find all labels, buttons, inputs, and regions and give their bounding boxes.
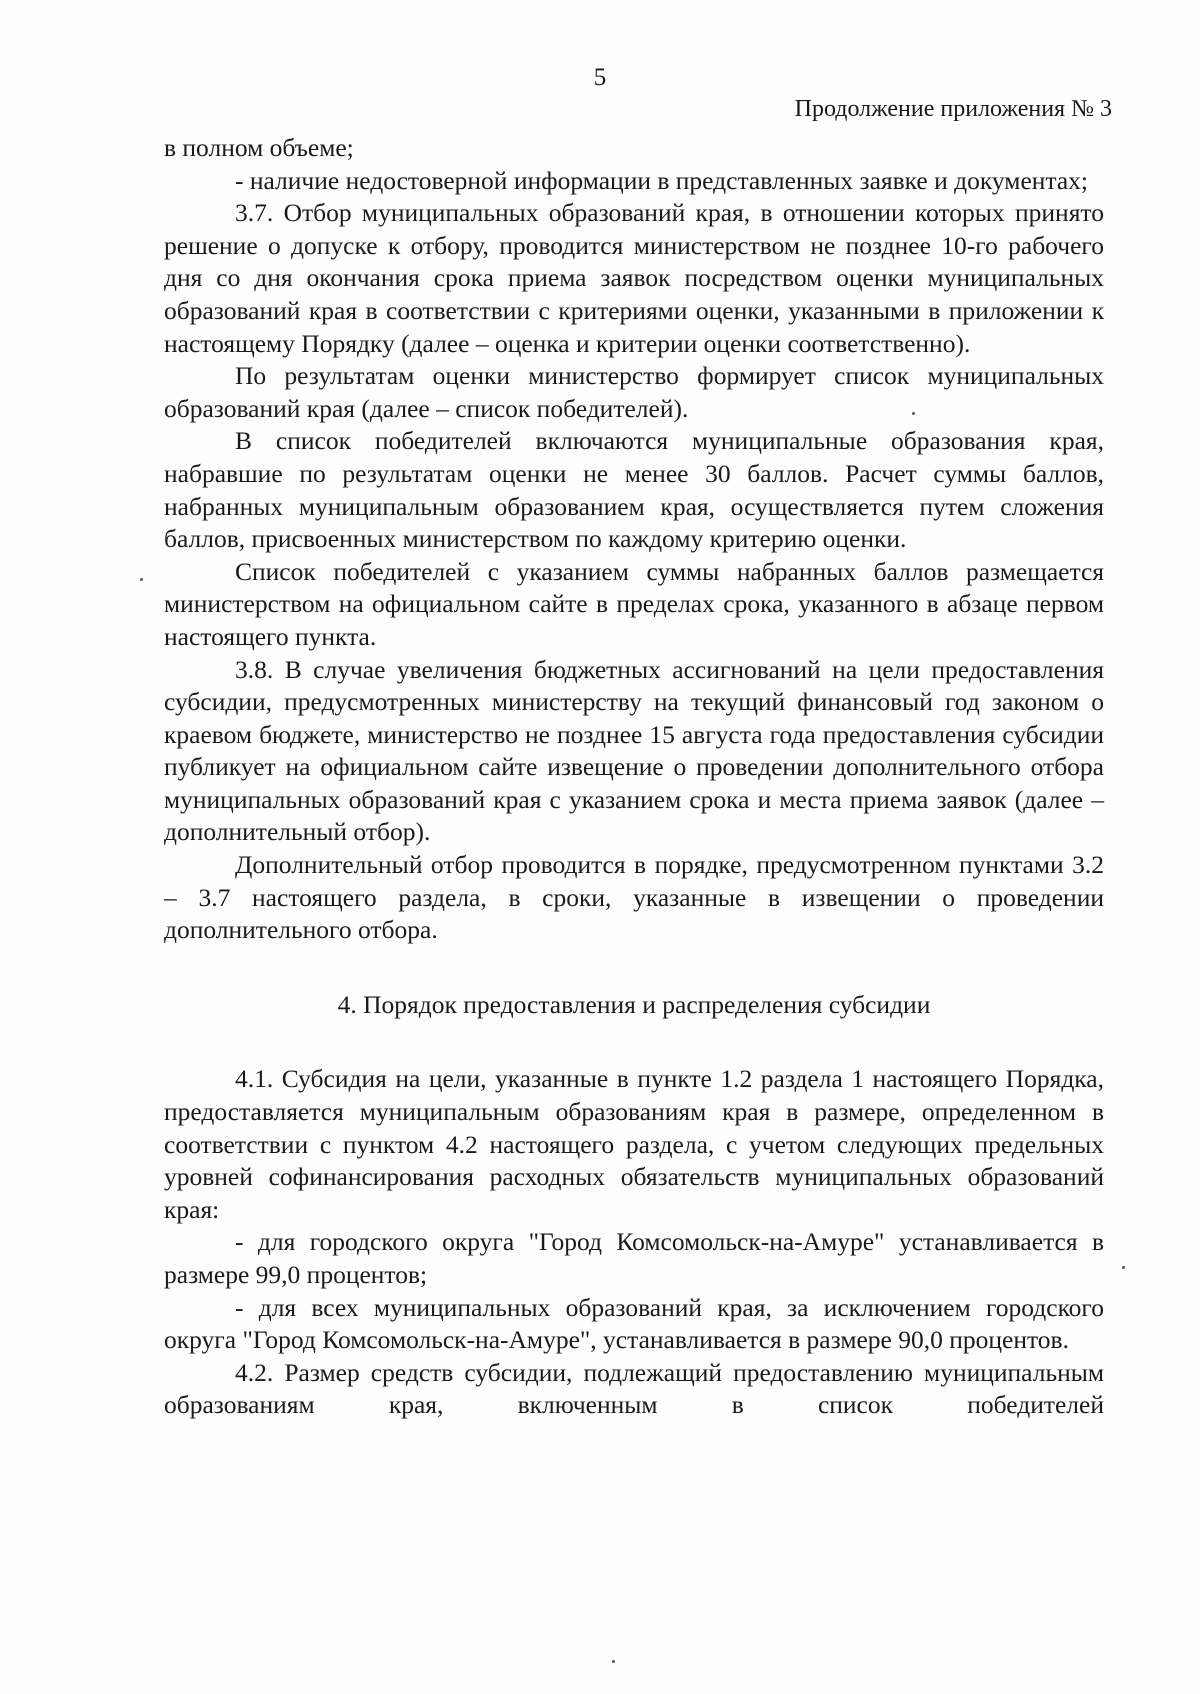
paragraph-winners-criteria: В список победителей включаются муниципальные образования края, набравшие по результатам оценки не менее 30 баллов. Расчет суммы баллов, набранных муниципальным образованием края, осуществляется путем сложения баллов, присвоенных министерством по каждому критерию оценки. — [164, 426, 1104, 554]
paragraph-4-1: 4.1. Субсидия на цели, указанные в пункте 1.2 раздела 1 настоящего Порядка, предоставляется муниципальным образованиям края в размере, определенном в соответствии с пунктом 4.2 настоящего раздела, с учетом следующих предельных уровней софинансирования расходных обязательств муниципальных образований края: — [164, 1064, 1104, 1224]
list-item-other-municipalities: - для всех муниципальных образований края, за исключением городского округа "Город Комсомольск-на-Амуре", устанавливается в размере 90,0 процентов. — [164, 1292, 1104, 1355]
list-item-unreliable-info: - наличие недостоверной информации в представленных заявке и документах; — [235, 165, 1089, 195]
paragraph-4-2: 4.2. Размер средств субсидии, подлежащий предоставлению муниципальным образованиям края, включенным в список победителей — [164, 1357, 1104, 1420]
scan-speck — [140, 578, 143, 581]
paragraph-3-7: 3.7. Отбор муниципальных образований края, в отношении которых принято решение о допуске к отбору, проводится министерством не позднее 10-го рабочего дня со дня окончания срока приема заявок посредством оценки муниципальных образований края в соответствии с критериями оценки, указанными в приложении к настоящему Порядку (далее – оценка и критерии оценки соответственно). — [164, 198, 1104, 358]
document-body — [164, 132, 1104, 1422]
scan-speck — [912, 412, 915, 415]
paragraph-3-8: 3.8. В случае увеличения бюджетных ассигнований на цели предоставления субсидии, предусмотренных министерству на текущий финансовый год законом о краевом бюджете, министерство не позднее 15 августа года предоставления субсидии публикует на официальном сайте извещение о проведении дополнительного отбора муниципальных образований края с указанием срока и места приема заявок (далее – дополнительный отбор). — [164, 654, 1104, 847]
list-item-komsomolsk: - для городского округа "Город Комсомольск-на-Амуре" устанавливается в размере 99,0 процентов; — [164, 1227, 1104, 1289]
appendix-continuation-note: Продолжение приложения № 3 — [794, 96, 1112, 122]
scan-speck — [1122, 1266, 1125, 1269]
paragraph-winners-publication: Список победителей с указанием суммы набранных баллов размещается министерством на официальном сайте в пределах срока, указанного в абзаце первом настоящего пункта. — [164, 556, 1104, 651]
paragraph-additional-selection: Дополнительный отбор проводится в порядке, предусмотренном пунктами 3.2 – 3.7 настоящего раздела, в сроки, указанные в извещении о проведении дополнительного отбора. — [164, 850, 1104, 945]
section-heading-4: 4. Порядок предоставления и распределения субсидии — [337, 989, 931, 1019]
paragraph-results-list: По результатам оценки министерство формирует список муниципальных образований края (далее – список победителей). — [164, 361, 1104, 423]
paragraph-continuation: в полном объеме; — [164, 133, 354, 162]
page-number: 5 — [593, 64, 607, 91]
scan-speck — [612, 1660, 615, 1663]
